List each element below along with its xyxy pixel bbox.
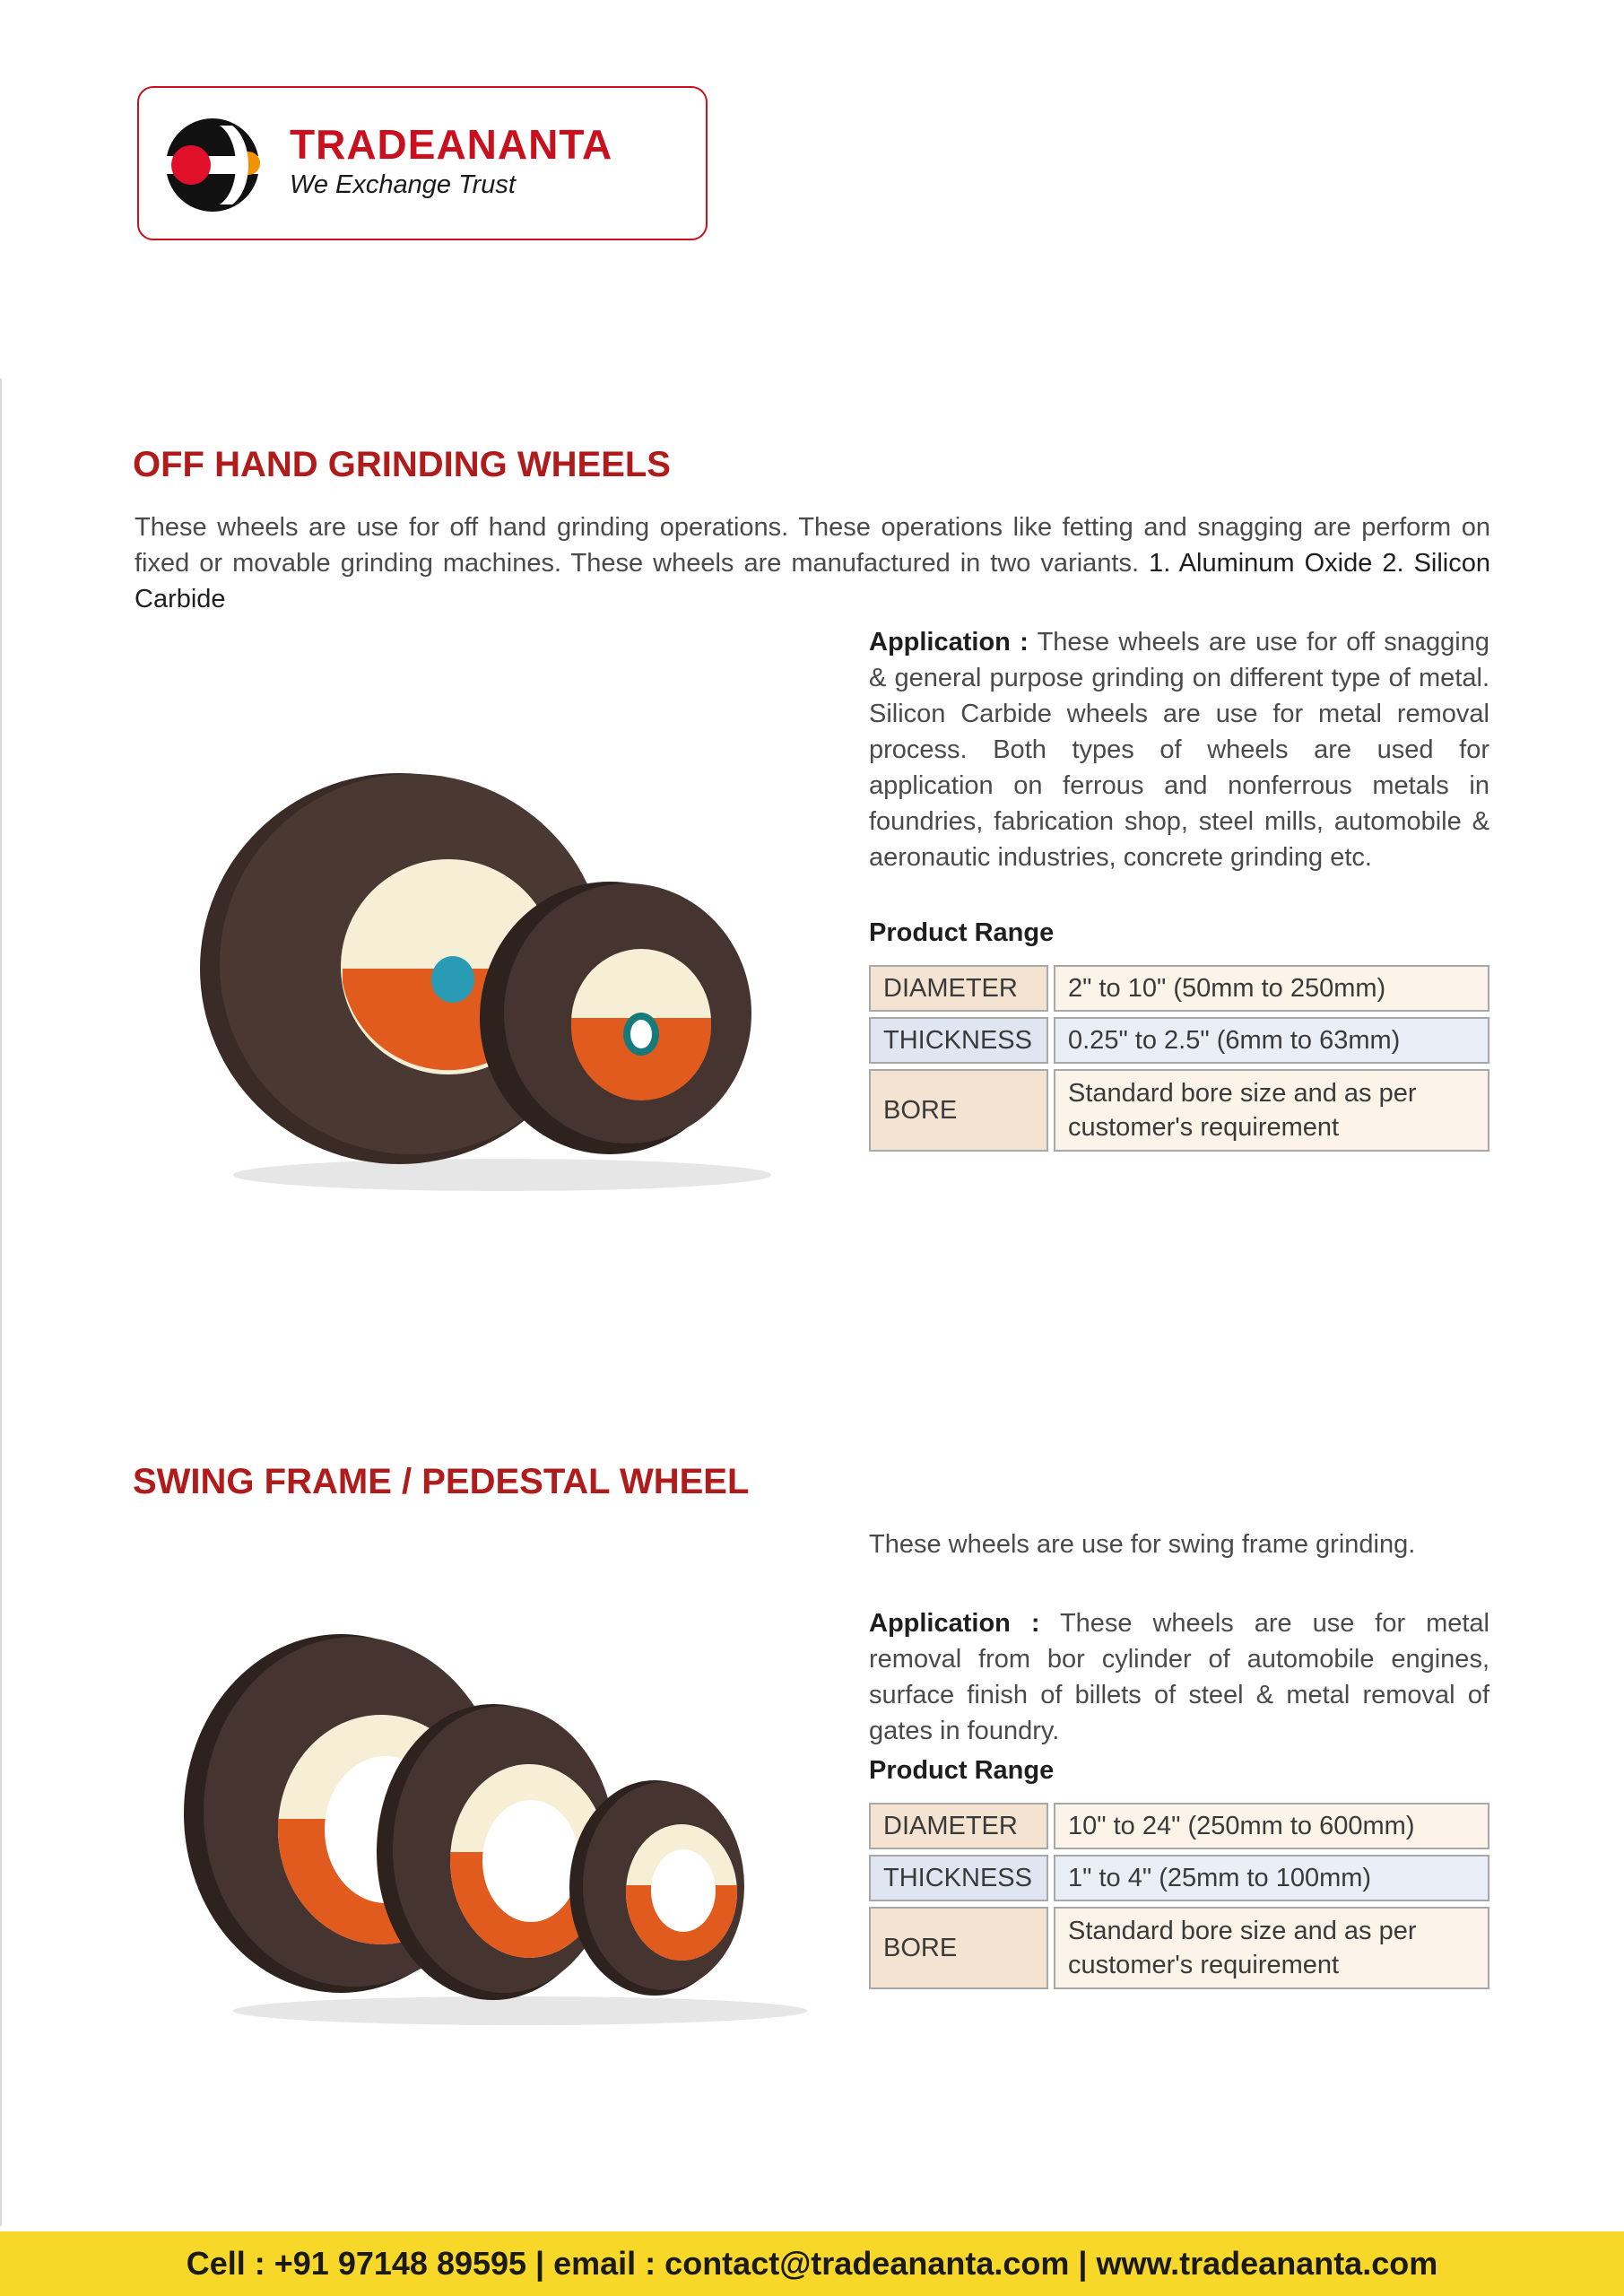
spec-value-diameter: 2" to 10" (50mm to 250mm) — [1054, 965, 1489, 1012]
product-range-title: Product Range — [869, 1756, 1055, 1785]
intro-text: These wheels are use for off hand grinding operations. These operations like fetting and snagging are perform on fixed or movable grinding machines. These wheels are manufactured in two variants. — [135, 513, 1490, 578]
company-logo — [137, 86, 708, 240]
spec-key-diameter: DIAMETER — [869, 1803, 1048, 1849]
table-row — [869, 1803, 1489, 1849]
swing-frame-wheels-image — [179, 1623, 825, 2036]
application-text: These wheels are use for off snagging & general purpose grinding on different type of metal. Silicon Carbide wheels are use for metal removal process. Both types of wheels are used for application on ferrous and nonferrous metals in foundries, fabrication shop, steel mills, automobile & aeronautic industries, concrete grinding etc. — [869, 628, 1489, 872]
application-label: Application : — [869, 628, 1029, 657]
table-row — [869, 1017, 1489, 1064]
spec-value-thickness: 1" to 4" (25mm to 100mm) — [1054, 1855, 1489, 1901]
contact-footer: Cell : +91 97148 89595 | email : contact@tradeananta.com | www.tradeananta.com — [0, 2231, 1624, 2296]
section-title-off-hand: OFF HAND GRINDING WHEELS — [133, 445, 671, 484]
application-text: These wheels are use for metal removal from bor cylinder of automobile engines, surface finish of billets of steel & metal removal of gates in foundry. — [869, 1609, 1489, 1745]
table-row — [869, 1855, 1489, 1901]
spec-key-thickness: THICKNESS — [869, 1855, 1048, 1901]
spec-table-swing-frame — [869, 1803, 1489, 1995]
brand-tagline: We Exchange Trust — [290, 170, 516, 199]
brand-name: TRADEANANTA — [290, 121, 613, 168]
spec-key-bore: BORE — [869, 1907, 1048, 1989]
spec-value-diameter: 10" to 24" (250mm to 600mm) — [1054, 1803, 1489, 1849]
application-off-hand — [869, 624, 1489, 875]
section-title-swing-frame: SWING FRAME / PEDESTAL WHEEL — [133, 1462, 750, 1501]
application-label: Application : — [869, 1609, 1040, 1638]
small-wheel-illustration — [569, 1780, 744, 1996]
spec-value-bore: Standard bore size and as per customer's requirement — [1054, 1069, 1489, 1152]
application-swing-frame — [869, 1605, 1489, 1749]
table-row — [869, 965, 1489, 1012]
left-margin-rule — [0, 378, 2, 2226]
section-intro-off-hand — [135, 509, 1490, 617]
table-row — [869, 1069, 1489, 1152]
spec-table-off-hand — [869, 965, 1489, 1157]
swing-frame-intro: These wheels are use for swing frame grinding. — [869, 1530, 1416, 1559]
small-wheel-illustration — [480, 882, 751, 1154]
variants-text: 1. Aluminum Oxide 2. Silicon Carbide — [135, 549, 1490, 613]
spec-key-thickness: THICKNESS — [869, 1017, 1048, 1064]
spec-key-bore: BORE — [869, 1069, 1048, 1152]
logo-mark-icon — [164, 113, 268, 217]
table-row — [869, 1907, 1489, 1989]
spec-key-diameter: DIAMETER — [869, 965, 1048, 1012]
spec-value-bore: Standard bore size and as per customer's requirement — [1054, 1907, 1489, 1989]
off-hand-wheels-image — [179, 744, 789, 1211]
spec-value-thickness: 0.25" to 2.5" (6mm to 63mm) — [1054, 1017, 1489, 1064]
product-range-title: Product Range — [869, 918, 1055, 947]
